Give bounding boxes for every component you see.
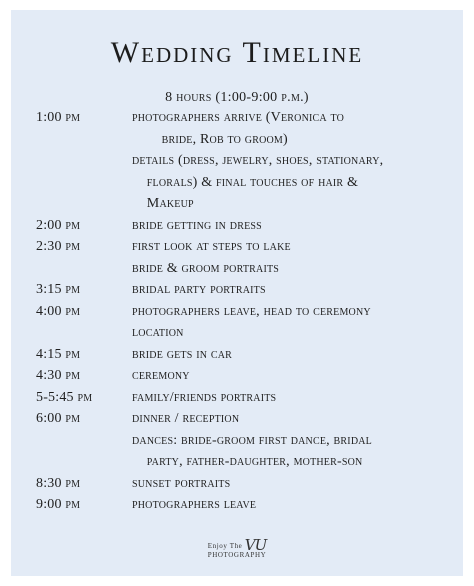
schedule-description [132,279,461,301]
schedule-row [36,150,461,215]
schedule-row [36,408,461,430]
schedule-row [36,215,461,237]
schedule-description-line: photographers leave, head to ceremony [132,303,371,319]
schedule-time: 8:30 pm [36,475,81,491]
brand-logo [11,536,463,560]
page-subtitle: 8 hours (1:00-9:00 p.m.) [165,90,309,105]
schedule-time: 4:15 pm [36,346,81,362]
schedule-description-line: bride gets in car [132,346,233,362]
schedule-time: 3:15 pm [36,282,81,297]
schedule-description-line: bride getting in dress [132,217,262,233]
schedule-row [36,236,461,258]
page-title: Wedding Timeline [110,36,364,69]
logo-signature: VU [244,536,267,554]
schedule-description-line: bridal party portraits [132,282,266,297]
schedule-row [36,344,461,366]
schedule-description-line: sunset portraits [132,475,231,491]
schedule-description [132,107,461,150]
schedule-time: 4:30 pm [36,368,81,383]
schedule-description-line: details (dress, jewelry, shoes, stationary, [132,153,384,168]
logo-line-1: Enjoy The [207,542,243,550]
schedule-list [36,107,461,516]
schedule-row [36,258,461,280]
schedule-description-line: bride & groom portraits [132,260,280,276]
schedule-time: 1:00 pm [36,110,81,125]
schedule-time: 5-5:45 pm [36,389,93,405]
schedule-time: 2:30 pm [36,239,81,254]
schedule-description-line: florals) & final touches of hair & [132,174,359,190]
schedule-description [132,365,461,387]
schedule-time: 6:00 pm [36,411,81,426]
schedule-row [36,473,461,495]
schedule-time: 9:00 pm [36,497,81,512]
schedule-description [132,236,461,258]
schedule-time: 2:00 pm [36,217,81,233]
schedule-row [36,301,461,344]
timeline-card [11,10,463,576]
schedule-row [36,387,461,409]
schedule-description [132,494,461,516]
schedule-description [132,301,461,344]
schedule-description [132,408,461,430]
schedule-description-line: first look at steps to lake [132,239,291,254]
schedule-description-line: party, father-daughter, mother-son [132,454,363,469]
schedule-description-line: dinner / reception [132,411,240,426]
schedule-row [36,279,461,301]
schedule-row [36,494,461,516]
schedule-row [36,107,461,150]
schedule-description-line: photographers arrive (Veronica to [132,110,345,125]
schedule-description [132,150,461,215]
schedule-description [132,387,461,409]
schedule-description [132,430,461,473]
schedule-description-line: Makeup [132,196,194,211]
schedule-description-line: photographers leave [132,497,257,512]
schedule-description [132,344,461,366]
schedule-description-line: bride, Rob to groom) [132,131,288,147]
schedule-row [36,365,461,387]
schedule-description-line: dances: bride-groom first dance, bridal [132,432,372,448]
schedule-description-line: ceremony [132,368,190,383]
schedule-description [132,215,461,237]
schedule-description-line: location [132,325,184,340]
schedule-time: 4:00 pm [36,303,81,319]
schedule-description-line: family/friends portraits [132,389,277,405]
logo-line-2: PHOTOGRAPHY [207,551,267,559]
schedule-description [132,473,461,495]
schedule-description [132,258,461,280]
schedule-row [36,430,461,473]
